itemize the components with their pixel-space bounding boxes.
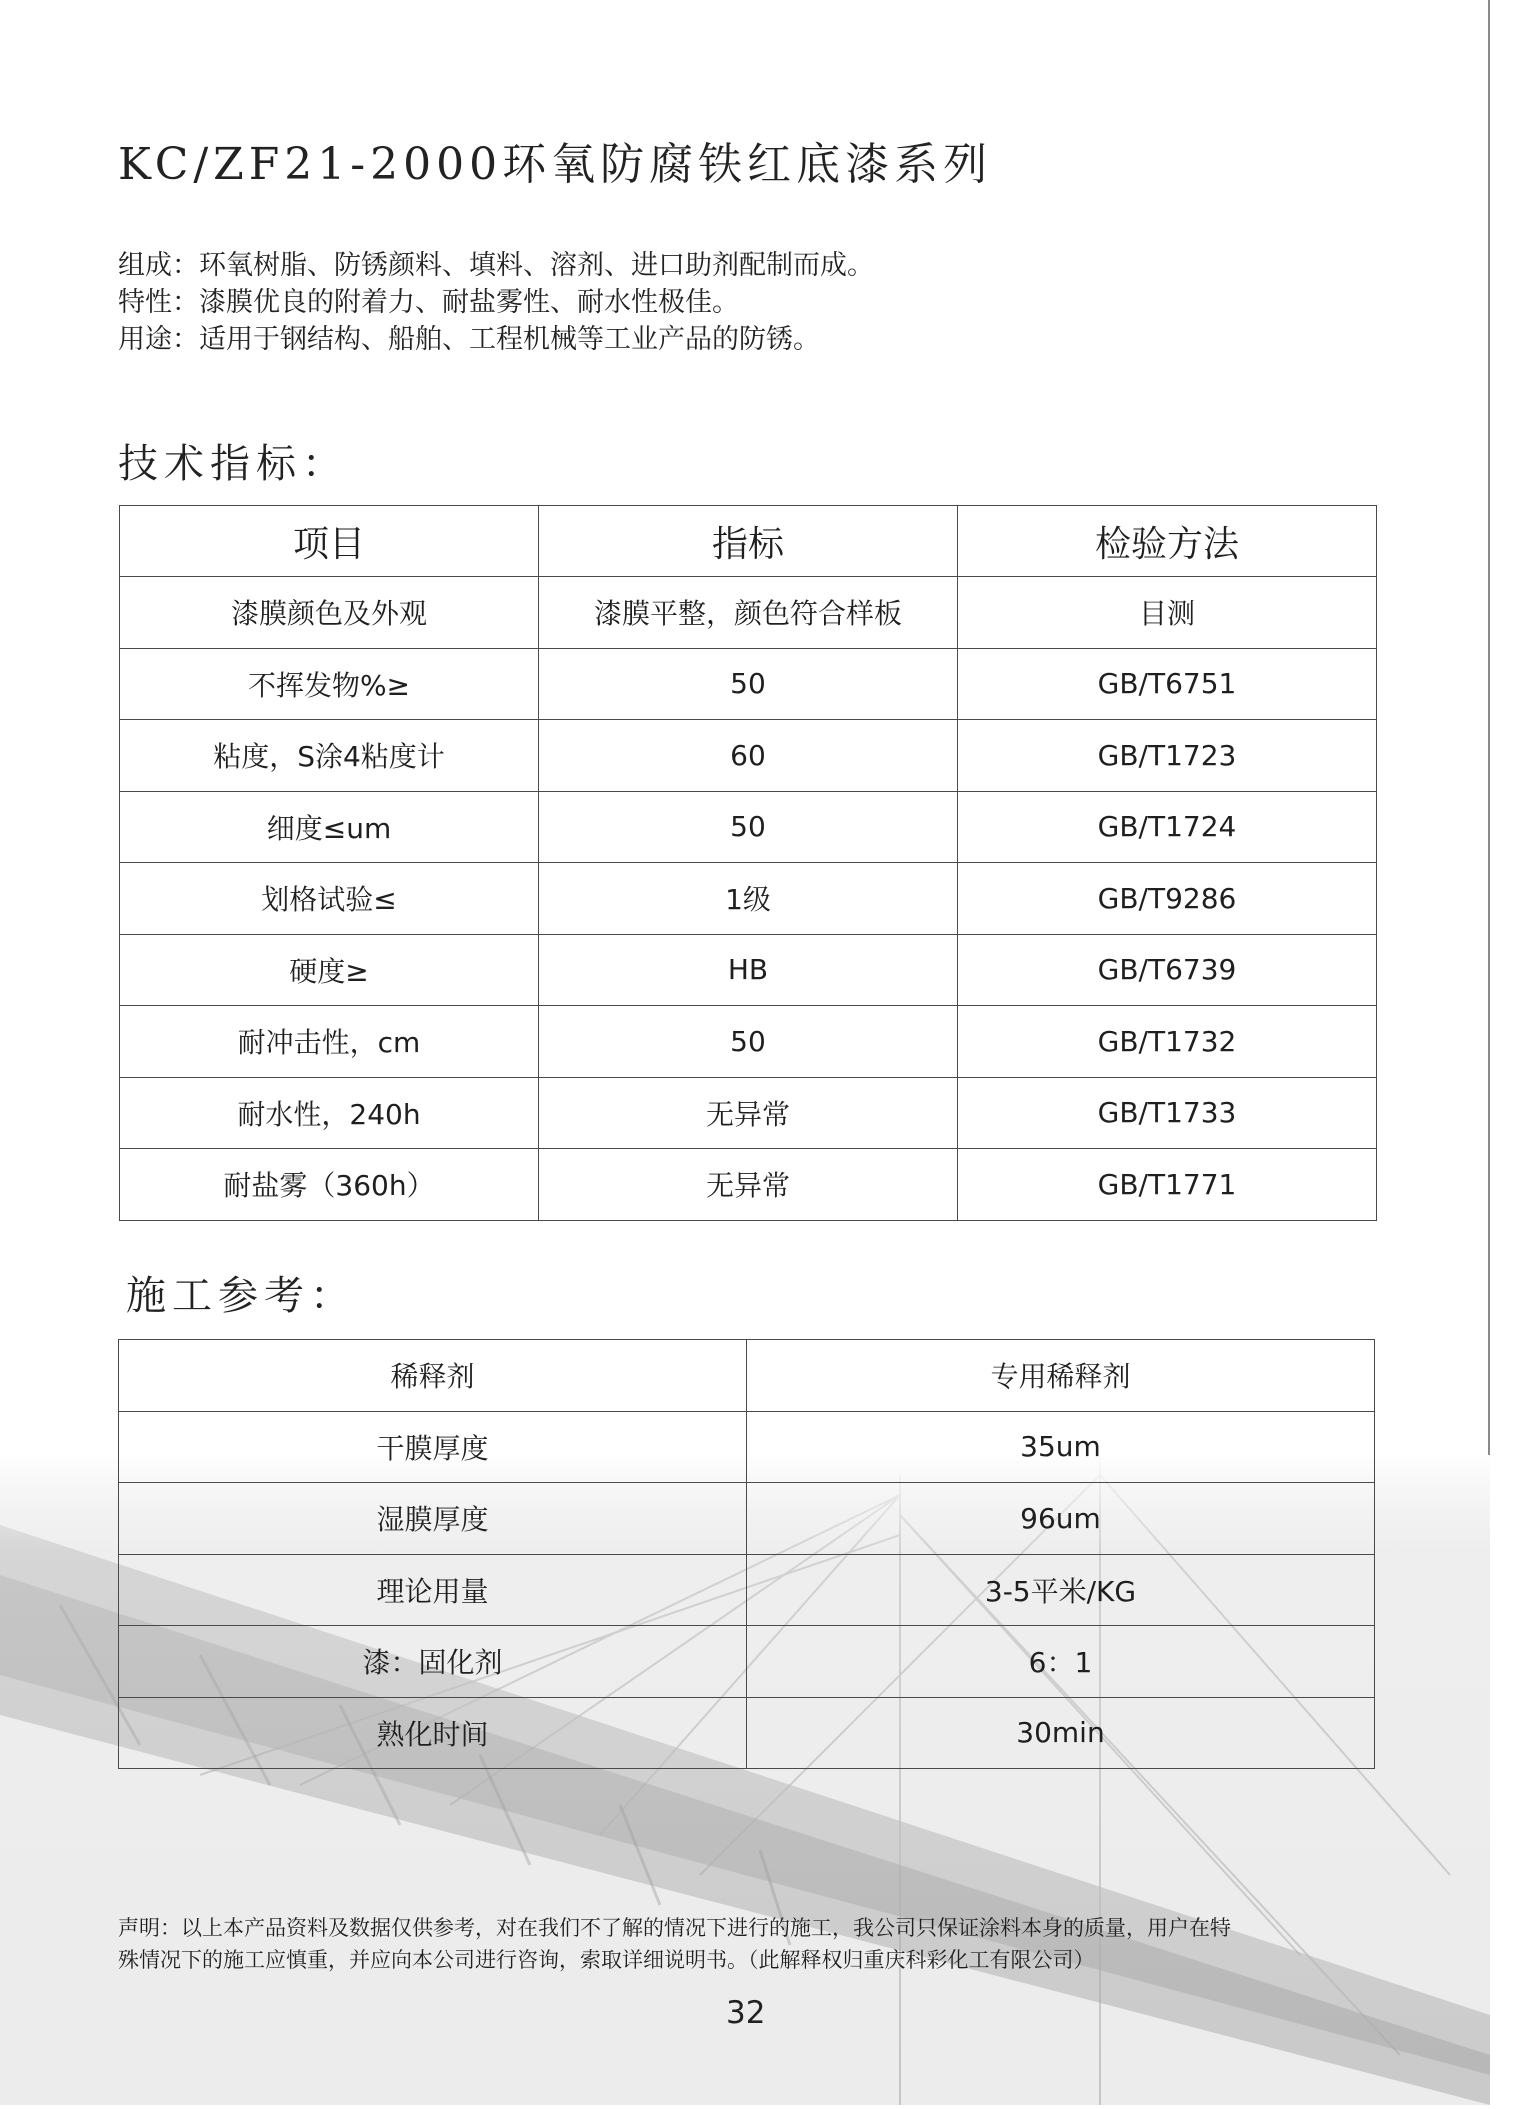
table-cell: 50	[539, 648, 958, 720]
table-cell: 专用稀释剂	[747, 1340, 1375, 1412]
spec-section-title: 技术指标：	[118, 441, 348, 487]
spec-table-header-row	[120, 506, 1377, 577]
table-cell: 30min	[747, 1697, 1375, 1769]
composition-text: 组成：环氧树脂、防锈颜料、填料、溶剂、进口助剂配制而成。	[118, 250, 874, 281]
table-cell: 耐水性，240h	[120, 1077, 539, 1149]
table-cell: 理论用量	[119, 1554, 747, 1626]
table-row	[119, 1411, 1375, 1483]
table-cell: 6：1	[747, 1626, 1375, 1698]
disclaimer	[118, 1912, 1388, 1976]
usage-text: 用途：适用于钢结构、船舶、工程机械等工业产品的防锈。	[118, 324, 820, 355]
table-cell: GB/T1771	[958, 1149, 1377, 1221]
application-section-title: 施工参考：	[126, 1273, 356, 1319]
page-number: 32	[726, 1995, 766, 2031]
table-cell: 熟化时间	[119, 1697, 747, 1769]
product-description	[118, 247, 874, 358]
table-row	[119, 1554, 1375, 1626]
disclaimer-line: 声明：以上本产品资料及数据仅供参考，对在我们不了解的情况下进行的施工，我公司只保证涂料本身的质量，用户在特	[118, 1916, 1231, 1940]
table-cell: GB/T6751	[958, 648, 1377, 720]
table-row	[119, 1697, 1375, 1769]
table-cell: 耐冲击性，cm	[120, 1006, 539, 1078]
table-row	[119, 1340, 1375, 1412]
table-row	[120, 648, 1377, 720]
table-row	[120, 1077, 1377, 1149]
spec-header-item: 项目	[120, 506, 539, 577]
table-row	[119, 1626, 1375, 1698]
table-row	[119, 1483, 1375, 1555]
properties-text: 特性：漆膜优良的附着力、耐盐雾性、耐水性极佳。	[118, 287, 739, 318]
table-cell: 50	[539, 791, 958, 863]
table-cell: GB/T1724	[958, 791, 1377, 863]
table-cell: 干膜厚度	[119, 1411, 747, 1483]
table-cell: 细度≤um	[120, 791, 539, 863]
table-cell: 1级	[539, 863, 958, 935]
table-cell: GB/T9286	[958, 863, 1377, 935]
table-row	[120, 720, 1377, 792]
table-cell: 硬度≥	[120, 934, 539, 1006]
table-cell: 粘度，S涂4粘度计	[120, 720, 539, 792]
table-cell: 无异常	[539, 1149, 958, 1221]
table-cell: 无异常	[539, 1077, 958, 1149]
table-cell: 漆：固化剂	[119, 1626, 747, 1698]
table-row	[120, 863, 1377, 935]
table-cell: 湿膜厚度	[119, 1483, 747, 1555]
application-table	[118, 1339, 1375, 1769]
spec-table	[119, 505, 1377, 1221]
table-row	[120, 1149, 1377, 1221]
spec-header-method: 检验方法	[958, 506, 1377, 577]
table-cell: 漆膜平整，颜色符合样板	[539, 577, 958, 649]
table-cell: 60	[539, 720, 958, 792]
table-cell: 50	[539, 1006, 958, 1078]
table-cell: 目测	[958, 577, 1377, 649]
table-cell: GB/T1733	[958, 1077, 1377, 1149]
table-cell: HB	[539, 934, 958, 1006]
spec-header-value: 指标	[539, 506, 958, 577]
table-row	[120, 934, 1377, 1006]
table-cell: 稀释剂	[119, 1340, 747, 1412]
page-title: KC/ZF21-2000环氧防腐铁红底漆系列	[118, 139, 993, 190]
table-cell: 3-5平米/KG	[747, 1554, 1375, 1626]
table-cell: 不挥发物%≥	[120, 648, 539, 720]
table-cell: GB/T1723	[958, 720, 1377, 792]
table-cell: 耐盐雾（360h）	[120, 1149, 539, 1221]
table-cell: 96um	[747, 1483, 1375, 1555]
table-cell: GB/T6739	[958, 934, 1377, 1006]
disclaimer-line: 殊情况下的施工应慎重，并应向本公司进行咨询，索取详细说明书。（此解释权归重庆科彩化工有限公司）	[118, 1948, 1095, 1972]
table-row	[120, 1006, 1377, 1078]
table-cell: 35um	[747, 1411, 1375, 1483]
table-cell: 漆膜颜色及外观	[120, 577, 539, 649]
table-row	[120, 791, 1377, 863]
table-cell: 划格试验≤	[120, 863, 539, 935]
table-row	[120, 577, 1377, 649]
table-cell: GB/T1732	[958, 1006, 1377, 1078]
